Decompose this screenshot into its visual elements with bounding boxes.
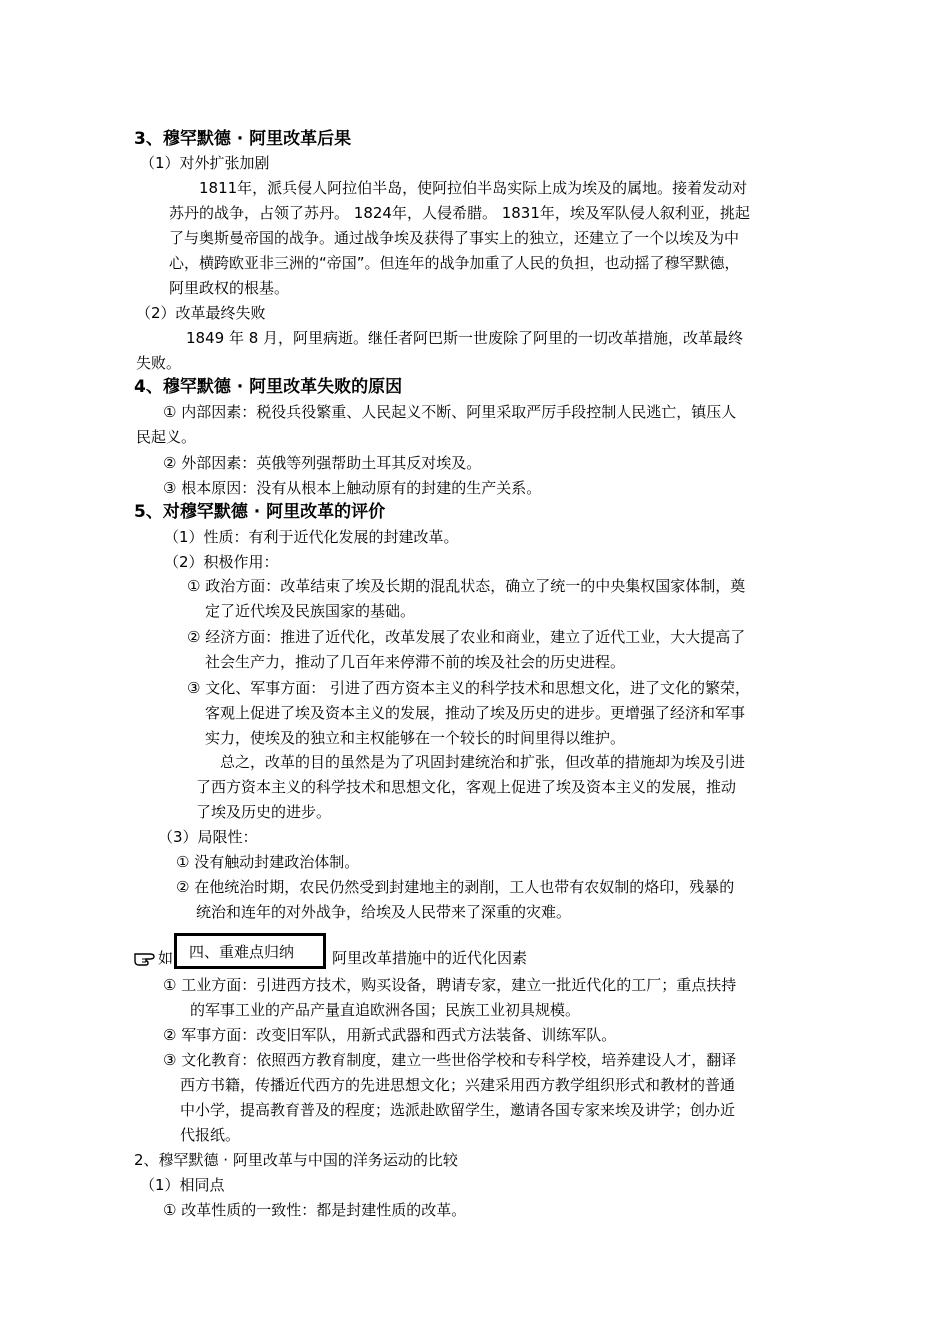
paragraph-line: 1811年，派兵侵人阿拉伯半岛，使阿拉伯半岛实际上成为埃及的属地。接着发动对 <box>199 179 748 197</box>
section-3-title: 3、穆罕默德 · 阿里改革后果 <box>134 129 352 149</box>
paragraph-line: 心，横跨欧亚非三洲的“帝国”。但连年的战争加重了人民的负担，也动摇了穆罕默德， <box>169 254 740 272</box>
key-line-suffix: 阿里改革措施中的近代化因素 <box>332 949 528 967</box>
summary-line: 总之，改革的目的虽然是为了巩固封建统治和扩张，但改革的措施却为埃及引进 <box>220 753 746 771</box>
list-item: ② 经济方面：推进了近代化，改革发展了农业和商业，建立了近代工业，大大提高了 <box>187 628 746 646</box>
section-3-sub-2: （2）改革最终失败 <box>136 304 266 322</box>
list-item: ① 政治方面：改革结束了埃及长期的混乱状态，确立了统一的中央集权国家体制，奠 <box>187 577 746 595</box>
paragraph-line: 失败。 <box>136 354 182 372</box>
section-5-sub-3: （3）局限性： <box>158 828 258 846</box>
comparison-title: 2、穆罕默德 · 阿里改革与中国的洋务运动的比较 <box>134 1151 458 1169</box>
list-item: 客观上促进了埃及资本主义的发展，推动了埃及历史的进步。更增强了经济和军事 <box>205 704 746 722</box>
section-5-sub-1: （1）性质：有利于近代化发展的封建改革。 <box>164 528 459 546</box>
paragraph-line: 苏丹的战争，占领了苏丹。 1824年，人侵希腊。 1831年，埃及军队侵人叙利亚，挑起 <box>169 204 750 222</box>
section-5-sub-2: （2）积极作用： <box>164 553 279 571</box>
section-label: 四、重难点归纳 <box>189 943 295 961</box>
paragraph-line: 阿里政权的根基。 <box>169 279 290 297</box>
section-5-title: 5、对穆罕默德 · 阿里改革的评价 <box>134 502 386 522</box>
list-item: 的军事工业的产品产量直追欧洲各国；民族工业初具规模。 <box>190 1001 581 1019</box>
paragraph-line: 了与奥斯曼帝国的战争。通过战争埃及获得了事实上的独立，还建立了一个以埃及为中 <box>169 229 740 247</box>
list-item: 社会生产力，推动了几百年来停滞不前的埃及社会的历史进程。 <box>205 653 626 671</box>
list-item: ② 在他统治时期，农民仍然受到封建地主的剥削，工人也带有农奴制的烙印，残暴的 <box>176 878 735 896</box>
list-item: 定了近代埃及民族国家的基础。 <box>205 602 416 620</box>
list-item: 统治和连年的对外战争，给埃及人民带来了深重的灾难。 <box>196 903 572 921</box>
list-item: ③ 文化、军事方面： 引进了西方资本主义的科学技术和思想文化，进了文化的繁荣， <box>187 679 750 697</box>
section-3-sub-1: （1）对外扩张加剧 <box>140 154 270 172</box>
list-item: ① 改革性质的一致性：都是封建性质的改革。 <box>163 1201 467 1219</box>
summary-line: 了埃及历史的进步。 <box>196 803 332 821</box>
list-item: ② 军事方面：改变旧军队，用新式武器和西式方法装备、训练军队。 <box>163 1026 617 1044</box>
summary-line: 了西方资本主义的科学技术和思想文化，客观上促进了埃及资本主义的发展，推动 <box>196 778 737 796</box>
list-item: 中小学，提高教育普及的程度；选派赴欧留学生，邀请各国专家来埃及讲学；创办近 <box>180 1101 736 1119</box>
list-item: 代报纸。 <box>180 1126 241 1144</box>
paragraph-line: 1849 年 8 月，阿里病逝。继任者阿巴斯一世废除了阿里的一切改革措施，改革最终 <box>186 329 744 347</box>
list-item: 民起义。 <box>136 428 197 446</box>
list-item: 西方书籍，传播近代西方的先进思想文化；兴建采用西方教学组织形式和教材的普通 <box>180 1076 736 1094</box>
list-item: ① 没有触动封建政治体制。 <box>176 853 360 871</box>
key-line-prefix: 如 <box>158 949 174 967</box>
list-item: ① 内部因素：税役兵役繁重、人民起义不断、阿里采取严厉手段控制人民逃亡，镇压人 <box>163 403 737 421</box>
section-4-title: 4、穆罕默德 · 阿里改革失败的原因 <box>134 377 403 397</box>
list-item: ① 工业方面：引进西方技术，购买设备，聘请专家，建立一批近代化的工厂；重点扶持 <box>163 976 737 994</box>
list-item: ③ 文化教育：依照西方教育制度，建立一些世俗学校和专科学校，培养建设人才，翻译 <box>163 1051 737 1069</box>
comparison-sub-1: （1）相同点 <box>140 1176 225 1194</box>
list-item: 实力，使埃及的独立和主权能够在一个较长的时间里得以维护。 <box>205 729 626 747</box>
list-item: ② 外部因素：英俄等列强帮助土耳其反对埃及。 <box>163 454 482 472</box>
list-item: ③ 根本原因：没有从根本上触动原有的封建的生产关系。 <box>163 479 542 497</box>
section-label-box <box>174 933 326 969</box>
